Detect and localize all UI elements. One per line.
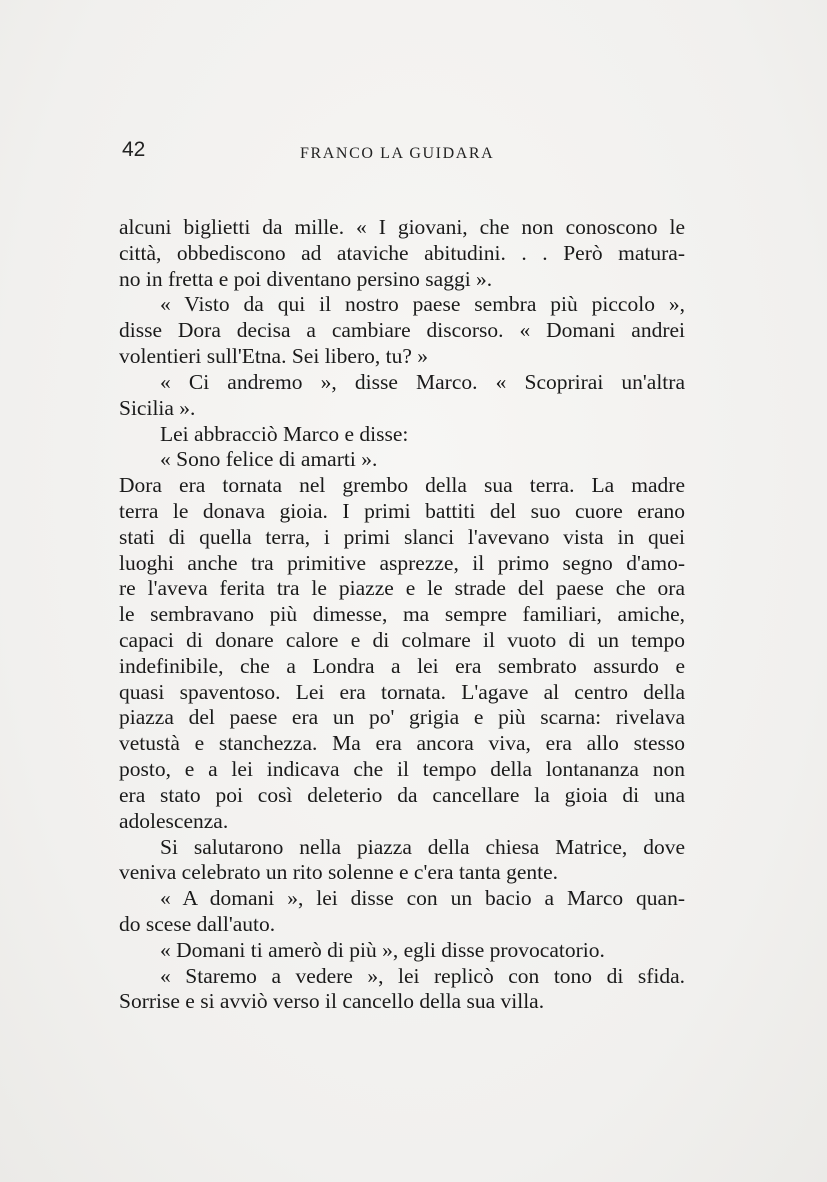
text-line: re l'aveva ferita tra le piazze e le strade del paese che ora bbox=[119, 576, 685, 601]
text-line: « Ci andremo », disse Marco. « Scoprirai un'altra bbox=[160, 369, 685, 394]
text-line: luoghi anche tra primitive asprezze, il primo segno d'amo- bbox=[119, 550, 685, 575]
text-line: no in fretta e poi diventano persino saggi ». bbox=[119, 266, 493, 291]
text-line: vetustà e stanchezza. Ma era ancora viva, era allo stesso bbox=[119, 731, 685, 756]
text-line: do scese dall'auto. bbox=[119, 911, 276, 936]
text-line: capaci di donare calore e di colmare il vuoto di un tempo bbox=[119, 628, 685, 652]
text-line: « Staremo a vedere », lei replicò con tono di sfida. bbox=[160, 963, 685, 988]
running-head: FRANCO LA GUIDARA bbox=[300, 145, 495, 162]
text-line: era stato poi così deleterio da cancellare la gioia di una bbox=[119, 782, 685, 807]
text-line: le sembravano più dimesse, ma sempre familiari, amiche, bbox=[119, 602, 685, 627]
text-line: quasi spaventoso. Lei era tornata. L'agave al centro della bbox=[119, 679, 685, 704]
text-line: posto, e a lei indicava che il tempo della lontananza non bbox=[119, 757, 685, 782]
text-line: « A domani », lei disse con un bacio a Marco quan- bbox=[160, 886, 685, 911]
body-text bbox=[119, 215, 685, 1015]
text-line: « Visto da qui il nostro paese sembra più piccolo », bbox=[160, 292, 685, 317]
text-line: Dora era tornata nel grembo della sua terra. La madre bbox=[119, 473, 685, 498]
text-line: indefinibile, che a Londra a lei era sembrato assurdo e bbox=[119, 653, 685, 678]
text-line: Lei abbracciò Marco e disse: bbox=[160, 421, 409, 446]
text-line: « Sono felice di amarti ». bbox=[160, 447, 378, 472]
text-line: veniva celebrato un rito solenne e c'era tanta gente. bbox=[119, 860, 559, 885]
text-line: volentieri sull'Etna. Sei libero, tu? » bbox=[119, 344, 428, 369]
text-line: « Domani ti amerò di più », egli disse provocatorio. bbox=[160, 937, 605, 962]
text-line: piazza del paese era un po' grigia e più scarna: rivelava bbox=[119, 705, 685, 730]
text-line: adolescenza. bbox=[119, 808, 229, 833]
text-line: disse Dora decisa a cambiare discorso. « Domani andrei bbox=[119, 318, 685, 343]
page-number: 42 bbox=[122, 138, 146, 161]
text-line: Si salutarono nella piazza della chiesa Matrice, dove bbox=[160, 834, 685, 859]
text-line: alcuni biglietti da mille. « I giovani, che non conoscono le bbox=[119, 215, 685, 239]
text-line: Sorrise e si avviò verso il cancello della sua villa. bbox=[119, 989, 545, 1014]
text-line: terra le donava gioia. I primi battiti del suo cuore erano bbox=[119, 498, 685, 523]
text-line: città, obbediscono ad ataviche abitudini. . . Però matura- bbox=[119, 240, 685, 265]
text-line: stati di quella terra, i primi slanci l'avevano vista in quei bbox=[119, 524, 685, 549]
text-line: Sicilia ». bbox=[119, 395, 196, 420]
